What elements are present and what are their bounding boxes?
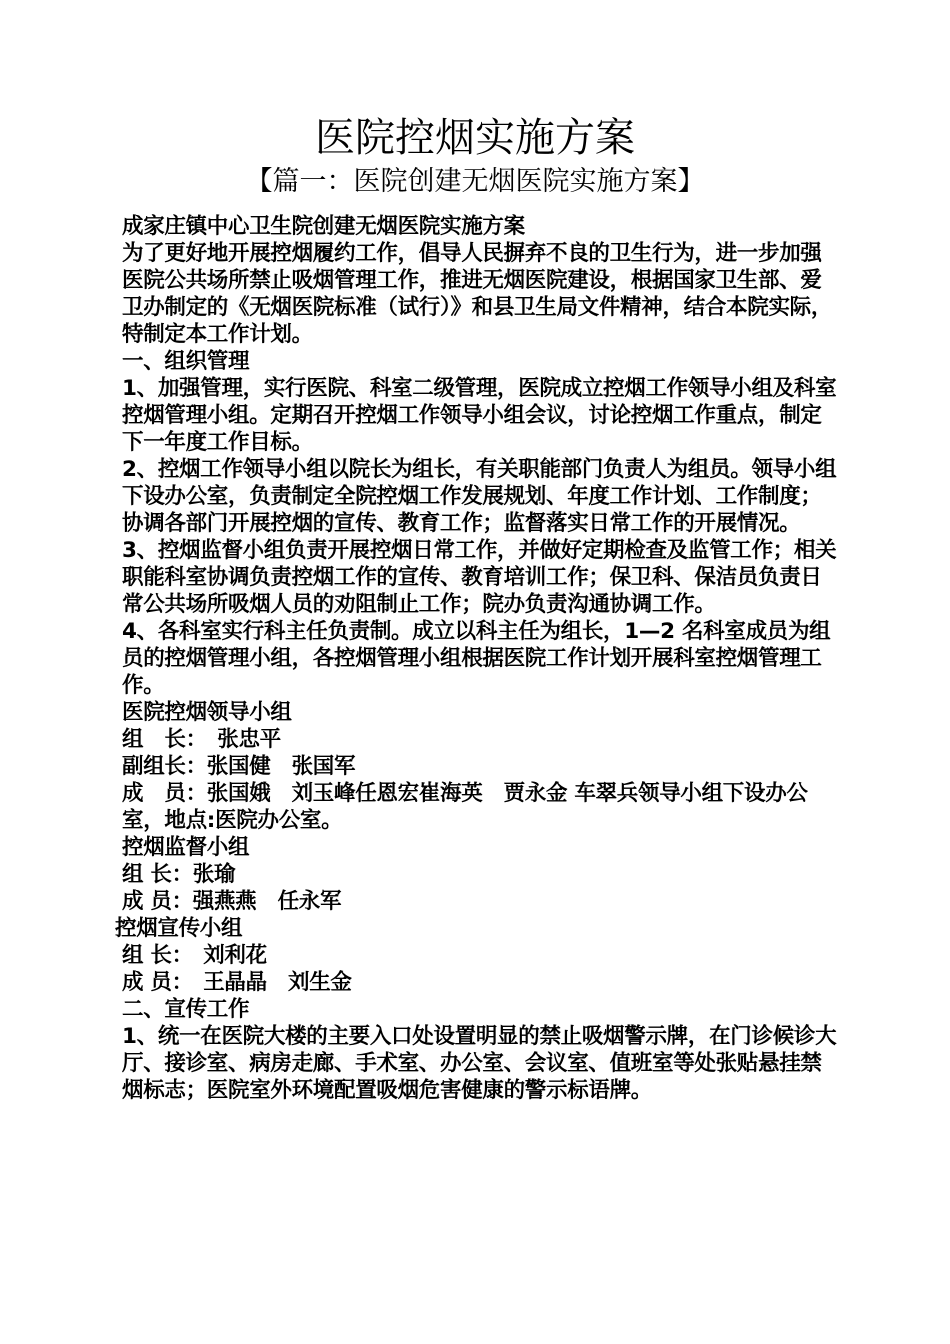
document-subtitle: 【篇一：医院创建无烟医院实施方案】	[245, 166, 705, 197]
publicity-item-1: 1、统一在医院大楼的主要入口处设置明显的禁止吸烟警示牌，在门诊候诊大厅、接诊室、病房走廊、手术室、办公室、会议室、值班室等处张贴悬挂禁烟标志；医院室外环境配置吸烟危害健康的警示标语牌。	[122, 1024, 837, 1103]
leader-line: 组 长： 张忠平	[122, 727, 281, 752]
document-title: 医院控烟实施方案	[315, 115, 635, 161]
intro-paragraph: 为了更好地开展控烟履约工作，倡导人民摒弃不良的卫生行为，进一步加强医院公共场所禁止吸烟管理工作，推进无烟医院建设，根据国家卫生部、爱卫办制定的《无烟医院标准（试行）》和县卫生局文件精神，结合本院实际，特制定本工作计划。	[122, 241, 833, 347]
members-line: 成 员：张国娥 刘玉峰任恩宏崔海英 贾永金 车翠兵领导小组下设办公室，地点:医院办公室。	[122, 781, 808, 833]
paragraph-item-3: 3、控烟监督小组负责开展控烟日常工作，并做好定期检查及监管工作；相关职能科室协调负责控烟工作的宣传、教育培训工作；保卫科、保洁员负责日常公共场所吸烟人员的劝阻制止工作；院办负责沟通协调工作。	[122, 538, 837, 617]
publicity-members-line: 成 员： 王晶晶 刘生金	[122, 970, 352, 995]
supervision-leader-line: 组 长：张瑜	[122, 862, 236, 887]
section-heading-publicity: 二、宣传工作	[122, 997, 250, 1022]
paragraph-item-4: 4、各科室实行科主任负责制。成立以科主任为组长，1—2 名科室成员为组员的控烟管理小组，各控烟管理小组根据医院工作计划开展科室控烟管理工作。	[122, 619, 831, 698]
group-heading-supervision: 控烟监督小组	[122, 835, 250, 860]
supervision-members-line: 成 员：强燕燕 任永军	[122, 889, 342, 914]
publicity-leader-line: 组 长： 刘利花	[122, 943, 267, 968]
paragraph-item-1: 1、加强管理，实行医院、科室二级管理，医院成立控烟工作领导小组及科室控烟管理小组。定期召开控烟工作领导小组会议，讨论控烟工作重点，制定下一年度工作目标。	[122, 376, 837, 455]
group-heading-leadership: 医院控烟领导小组	[122, 700, 292, 725]
deputy-leader-line: 副组长：张国健 张国军	[122, 754, 356, 779]
group-heading-publicity: 控烟宣传小组	[115, 916, 243, 941]
section-heading-organization: 一、组织管理	[122, 349, 250, 374]
plan-heading: 成家庄镇中心卫生院创建无烟医院实施方案	[122, 214, 525, 239]
document-body	[115, 213, 840, 1104]
paragraph-item-2: 2、控烟工作领导小组以院长为组长，有关职能部门负责人为组员。领导小组下设办公室，负责制定全院控烟工作发展规划、年度工作计划、工作制度；协调各部门开展控烟的宣传、教育工作；监督落实日常工作的开展情况。	[122, 457, 837, 536]
